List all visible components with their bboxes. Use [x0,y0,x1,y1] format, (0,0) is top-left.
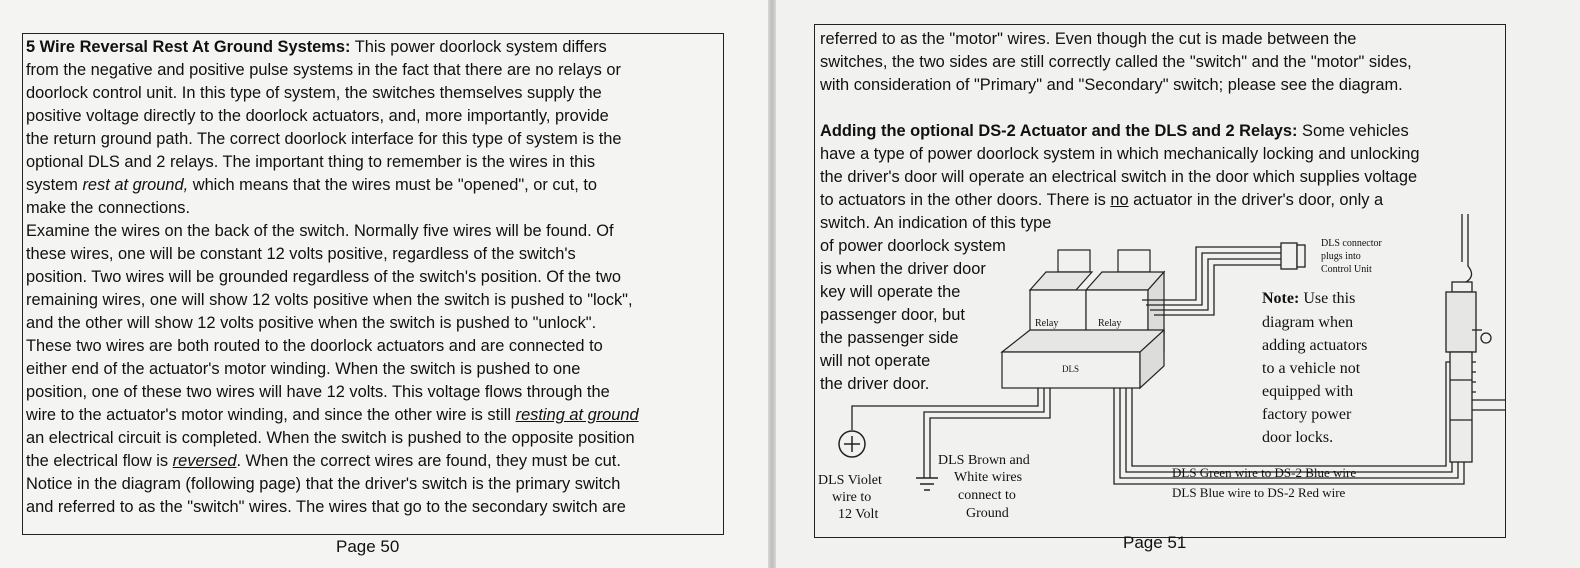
left-text-run: Notice in the diagram (following page) that the driver's switch is the primary switch [26,475,621,493]
left-text-run: either end of the actuator's motor winding. When the switch is pushed to one [26,360,581,378]
right-text-run: to actuators in the other doors. There is [820,191,1111,209]
left-text-run: doorlock control unit. In this type of system, the switches themselves supply the [26,84,602,102]
left-line [26,82,639,105]
relay-left-label: Relay [1035,318,1059,329]
left-text-run: from the negative and positive pulse systems in the fact that there are no relays or [26,61,621,79]
brown-label-2: White wires [954,470,1023,485]
right-text-run: passenger door, but [820,306,965,324]
dls-label: DLS [1062,364,1080,374]
left-text-run: rest at ground, [82,176,189,194]
left-line [26,289,639,312]
left-text-run: positive voltage directly to the doorlock actuators, and, more importantly, provide [26,107,609,125]
left-line [26,312,639,335]
left-line [26,496,639,519]
left-line [26,243,639,266]
left-text-run: This power doorlock system differs [350,38,607,56]
right-text-run: the passenger side [820,329,959,347]
left-text-run: which means that the wires must be "opened", or cut, to [188,176,598,194]
relay-block [1002,250,1164,388]
left-page-text [26,36,639,519]
note-line-6: factory power [1262,406,1352,423]
left-text-run: wire to the actuator's motor winding, and since the other wire is still [26,406,516,424]
left-text-run: These two wires are both routed to the doorlock actuators and are connected to [26,337,603,355]
right-text-run: is when the driver door [820,260,986,278]
left-line [26,427,639,450]
right-text-run: the driver door. [820,375,930,393]
left-line [26,174,639,197]
note-line-4: to a vehicle not [1262,360,1361,377]
left-text-run: the electrical flow is [26,452,173,470]
connector-label-1: DLS connector [1321,238,1382,249]
right-text-run: switches, the two sides are still correctly called the "switch" and the "motor" sides, [820,53,1412,71]
violet-label-1: DLS Violet [818,473,882,488]
left-text-run: the return ground path. The correct doorlock interface for this type of system is the [26,130,622,148]
left-text-run: remaining wires, one will show 12 volts positive when the switch is pushed to "lock", [26,291,633,309]
left-text-run: resting at ground [515,406,639,424]
violet-label-2: wire to [832,490,872,505]
brown-label-4: Ground [966,506,1009,521]
left-line [26,473,639,496]
left-text-run: make the connections. [26,199,191,217]
right-text-run: key will operate the [820,283,961,301]
left-page [0,0,768,568]
right-text-run: referred to as the "motor" wires. Even though the cut is made between the [820,30,1357,48]
left-line [26,220,639,243]
left-line [26,105,639,128]
left-text-run: reversed [172,452,237,470]
left-line [26,151,639,174]
left-text-run: position, one of these two wires will have 12 volts. This voltage flows through the [26,383,610,401]
left-line [26,197,639,220]
ground-symbol [916,478,938,490]
right-text-run: actuator in the driver's door, only a [1128,191,1384,209]
relay-right-label: Relay [1098,318,1122,329]
left-text-run: system [26,176,83,194]
left-text-run: Examine the wires on the back of the switch. Normally five wires will be found. Of [26,222,614,240]
brown-label-3: connect to [958,488,1016,503]
left-line [26,404,639,427]
left-text-run: and referred to as the "switch" wires. The wires that go to the secondary switch are [26,498,626,516]
note-line-5: equipped with [1262,383,1354,400]
left-text-run: and the other will show 12 volts positive when the switch is pushed to "unlock". [26,314,597,332]
left-line [26,128,639,151]
left-text-run: optional DLS and 2 relays. The important thing to remember is the wires in this [26,153,596,171]
left-text-run: an electrical circuit is completed. When the switch is pushed to the opposite position [26,429,635,447]
note-line-3: adding actuators [1262,337,1368,354]
left-text-run: 5 Wire Reversal Rest At Ground Systems: [26,38,351,56]
right-page-number: Page 51 [1123,533,1187,552]
right-page [776,0,1580,568]
connector-label-2: plugs into [1321,251,1361,262]
right-text-run: will not operate [820,352,931,370]
right-text-run: Some vehicles [1297,122,1409,140]
green-wire-label: DLS Green wire to DS-2 Blue wire [1172,465,1357,480]
right-text-run: no [1110,191,1129,209]
note-line-7: door locks. [1262,429,1334,446]
right-text-run: have a type of power doorlock system in which mechanically locking and unlocking [820,145,1420,163]
left-page-number: Page 50 [336,537,400,556]
right-text-run: Adding the optional DS-2 Actuator and the DLS and 2 Relays: [820,122,1298,140]
left-line [26,36,639,59]
left-line [26,59,639,82]
right-text-run: with consideration of "Primary" and "Secondary" switch; please see the diagram. [820,76,1403,94]
note-line-1: Note: Use this [1262,290,1356,307]
left-line [26,450,639,473]
right-text-run: the driver's door will operate an electrical switch in the door which supplies voltage [820,168,1418,186]
ds2-actuator-icon [1446,214,1506,462]
note-line-2: diagram when [1262,314,1354,331]
plus-12v-icon [839,431,865,457]
left-line [26,266,639,289]
left-line [26,335,639,358]
left-text-run: these wires, one will be constant 12 volts positive, regardless of the switch's [26,245,576,263]
violet-label-3: 12 Volt [838,507,879,522]
brown-label-1: DLS Brown and [938,453,1030,468]
book-gutter [768,0,776,568]
left-line [26,381,639,404]
connector-label-3: Control Unit [1321,264,1372,275]
blue-wire-label: DLS Blue wire to DS-2 Red wire [1172,485,1346,500]
left-text-run: position. Two wires will be grounded regardless of the switch's position. Of the two [26,268,622,286]
right-text-run: switch. An indication of this type [820,214,1052,232]
left-text-run: . When the correct wires are found, they must be cut. [236,452,621,470]
wiring-diagram [776,0,1580,568]
right-text-run: of power doorlock system [820,237,1006,255]
left-line [26,358,639,381]
